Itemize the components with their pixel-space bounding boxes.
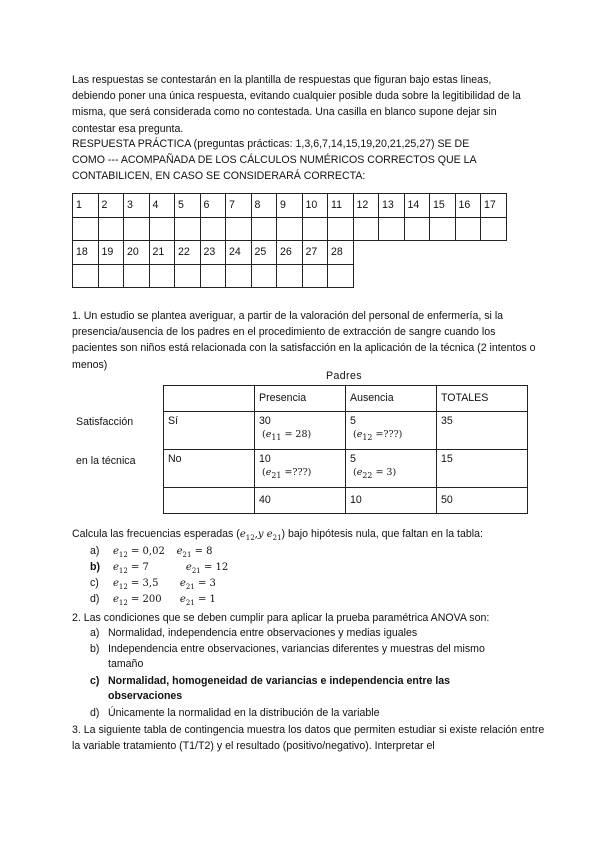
answer-cell[interactable] <box>149 217 175 241</box>
question-number: 20 <box>124 241 150 265</box>
option-text: Normalidad, independencia entre observaciones y medias iguales <box>108 627 418 639</box>
answer-cell[interactable] <box>455 217 481 241</box>
empty-cell <box>481 241 507 265</box>
answer-cell[interactable] <box>175 217 201 241</box>
answer-cell[interactable] <box>430 217 456 241</box>
option-e21: $e_{21} = 8$ <box>176 546 213 559</box>
question-number: 15 <box>430 194 456 218</box>
answer-cell[interactable] <box>98 217 124 241</box>
answer-grid-numbers-row-1 <box>73 194 507 218</box>
question-number: 28 <box>328 241 354 265</box>
header-cell: TOTALES <box>437 386 528 412</box>
question-number: 16 <box>455 194 481 218</box>
row-group-label-2: en la técnica <box>76 455 136 467</box>
answer-cell[interactable] <box>226 217 252 241</box>
answer-cell[interactable] <box>302 264 328 288</box>
option-label: c) <box>90 577 99 589</box>
expected-value: $(e_{22} = 3)$ <box>350 467 397 480</box>
empty-cell <box>455 264 481 288</box>
option-text: Únicamente la normalidad en la distribución de la variable <box>108 707 380 719</box>
option-e12: $e_{12} = 7$ <box>112 562 149 575</box>
empty-cell <box>353 241 379 265</box>
answer-cell[interactable] <box>73 264 99 288</box>
row-label: Sí <box>164 412 255 450</box>
answer-cell[interactable] <box>73 217 99 241</box>
header-cell <box>164 386 255 412</box>
practical-note-line-1: RESPUESTA PRÁCTICA (preguntas prácticas: 1,3,6,7,14,15,19,20,21,25,27) SE DE <box>72 138 470 150</box>
option-e12: $e_{12} = 3,5$ <box>112 578 159 591</box>
prompt-text: ) bajo hipótesis nula, que faltan en la tabla: <box>281 528 483 540</box>
answer-cell[interactable] <box>277 264 303 288</box>
cell-total: 35 <box>437 412 528 450</box>
answer-cell[interactable] <box>149 264 175 288</box>
table-row <box>164 450 528 488</box>
answer-cell[interactable] <box>200 264 226 288</box>
answer-cell[interactable] <box>328 217 354 241</box>
question-number: 26 <box>277 241 303 265</box>
cell-ausencia <box>346 450 437 488</box>
option-label: b) <box>90 643 100 655</box>
prompt-text: Calcula las frecuencias esperadas ( <box>72 528 240 540</box>
question-number: 27 <box>302 241 328 265</box>
option-label: a) <box>90 627 100 639</box>
practical-note-line-2: COMO --- ACOMPAÑADA DE LOS CÁLCULOS NUMÉRICOS CORRECTOS QUE LA <box>72 154 477 166</box>
answer-cell[interactable] <box>302 217 328 241</box>
question-number: 9 <box>277 194 303 218</box>
table-totals-row <box>164 488 528 514</box>
question-number: 10 <box>302 194 328 218</box>
q2-option-d[interactable] <box>90 706 520 721</box>
question-number: 22 <box>175 241 201 265</box>
cell-grand-total: 50 <box>437 488 528 514</box>
observed-value: 30 <box>259 415 271 427</box>
q2-option-c[interactable] <box>90 674 520 704</box>
cell-presencia-total: 40 <box>255 488 346 514</box>
cell-ausencia-total: 10 <box>346 488 437 514</box>
expected-value: ($e_{21}$ =???) <box>259 467 312 480</box>
question-number: 5 <box>175 194 201 218</box>
question-number: 12 <box>353 194 379 218</box>
answer-cell[interactable] <box>328 264 354 288</box>
option-e12: $e_{12} = 200$ <box>112 594 162 607</box>
empty-cell <box>430 264 456 288</box>
answer-cell[interactable] <box>175 264 201 288</box>
expected-value: ($e_{12}$ =???) <box>350 429 403 442</box>
option-e21: $e_{21} = 3$ <box>179 578 216 591</box>
answer-cell[interactable] <box>200 217 226 241</box>
observed-value: 10 <box>259 453 271 465</box>
observed-value: 5 <box>350 415 356 427</box>
option-text: Normalidad, homogeneidad de variancias e independencia entre las observaciones <box>108 675 451 702</box>
answer-grid-answers-row-2 <box>73 264 507 288</box>
option-text: Independencia entre observaciones, variancias diferentes y muestras del mismo tamaño <box>108 643 485 670</box>
practical-note-line-3: CONTABILICEN, EN CASO SE CONSIDERARÁ CORRECTA: <box>72 170 366 182</box>
answer-cell[interactable] <box>353 217 379 241</box>
option-e21: $e_{21} = 1$ <box>179 594 216 607</box>
cell-ausencia <box>346 412 437 450</box>
answer-grid-top <box>72 193 507 288</box>
question-number: 3 <box>124 194 150 218</box>
expected-value: $(e_{11} = 28)$ <box>259 429 312 442</box>
question-number: 14 <box>404 194 430 218</box>
question-3-text: 3. La siguiente tabla de contingencia muestra los datos que permiten estudiar si existe relación entre la variable tratamiento (T1/T2) y el resultado (positivo/negativo). Interpretar el <box>72 724 545 753</box>
contingency-table <box>163 385 528 514</box>
question-number: 11 <box>328 194 354 218</box>
question-number: 13 <box>379 194 405 218</box>
question-number: 23 <box>200 241 226 265</box>
cell-total: 15 <box>437 450 528 488</box>
answer-cell[interactable] <box>251 217 277 241</box>
answer-grid-answers-row-1 <box>73 217 507 241</box>
question-number: 17 <box>481 194 507 218</box>
row-group-label-1: Satisfacción <box>76 416 134 428</box>
table-row <box>164 412 528 450</box>
empty-cell <box>430 241 456 265</box>
answer-grid-numbers-row-2 <box>73 241 507 265</box>
cell-presencia <box>255 412 346 450</box>
empty-cell <box>379 241 405 265</box>
question-2-text: 2. Las condiciones que se deben cumplir para aplicar la prueba paramétrica ANOVA son: <box>72 612 490 624</box>
answer-cell[interactable] <box>124 264 150 288</box>
empty-cell <box>404 241 430 265</box>
empty-cell <box>353 264 379 288</box>
question-number: 21 <box>149 241 175 265</box>
option-label: c) <box>90 675 100 687</box>
answer-cell[interactable] <box>98 264 124 288</box>
empty-cell <box>404 264 430 288</box>
header-cell: Presencia <box>255 386 346 412</box>
question-1-text: 1. Un estudio se plantea averiguar, a partir de la valoración del personal de enfermería, si la presencia/ausencia de los padres en el procedimiento de extracción de sangre cuando los pacientes son niños está relacionada con la satisfacción en la aplicación de la técnica (2 intentos o menos) <box>72 310 536 371</box>
header-cell: Ausencia <box>346 386 437 412</box>
answer-cell[interactable] <box>481 217 507 241</box>
option-e12: $e_{12} = 0,02$ <box>112 546 165 559</box>
option-label: d) <box>90 707 100 719</box>
empty-cell <box>455 241 481 265</box>
question-number: 1 <box>73 194 99 218</box>
question-number: 18 <box>73 241 99 265</box>
row-label: No <box>164 450 255 488</box>
cell-presencia <box>255 450 346 488</box>
answer-cell[interactable] <box>251 264 277 288</box>
table-header-row <box>164 386 528 412</box>
question-number: 19 <box>98 241 124 265</box>
option-label: a) <box>90 545 100 557</box>
prompt-math: $e_{12},y$ $e_{21}$ <box>239 529 282 542</box>
answer-cell[interactable] <box>124 217 150 241</box>
q1-option-d[interactable] <box>90 591 216 611</box>
question-number: 24 <box>226 241 252 265</box>
question-number: 4 <box>149 194 175 218</box>
answer-cell[interactable] <box>404 217 430 241</box>
question-number: 7 <box>226 194 252 218</box>
q2-option-b[interactable] <box>90 642 520 672</box>
empty-cell <box>379 264 405 288</box>
observed-value: 5 <box>350 453 356 465</box>
option-label: d) <box>90 593 100 605</box>
option-e21: $e_{21} = 12$ <box>185 562 229 575</box>
q2-option-a[interactable] <box>90 626 520 641</box>
question-number: 25 <box>251 241 277 265</box>
empty-cell <box>481 264 507 288</box>
question-number: 2 <box>98 194 124 218</box>
question-number: 8 <box>251 194 277 218</box>
answer-cell[interactable] <box>226 264 252 288</box>
table-group-label: Padres <box>326 370 362 382</box>
option-label: b) <box>90 561 100 573</box>
instructions-paragraph: Las respuestas se contestarán en la plantilla de respuestas que figuran bajo estas lineas, debiendo poner una única respuesta, evitando cualquier posible duda sobre la legitibilidad de la misma, que será considerada como no contestada. Una casilla en blanco supone dejar sin contestar esa pregunta. <box>72 74 521 135</box>
answer-cell[interactable] <box>379 217 405 241</box>
question-number: 6 <box>200 194 226 218</box>
answer-cell[interactable] <box>277 217 303 241</box>
row-label <box>164 488 255 514</box>
